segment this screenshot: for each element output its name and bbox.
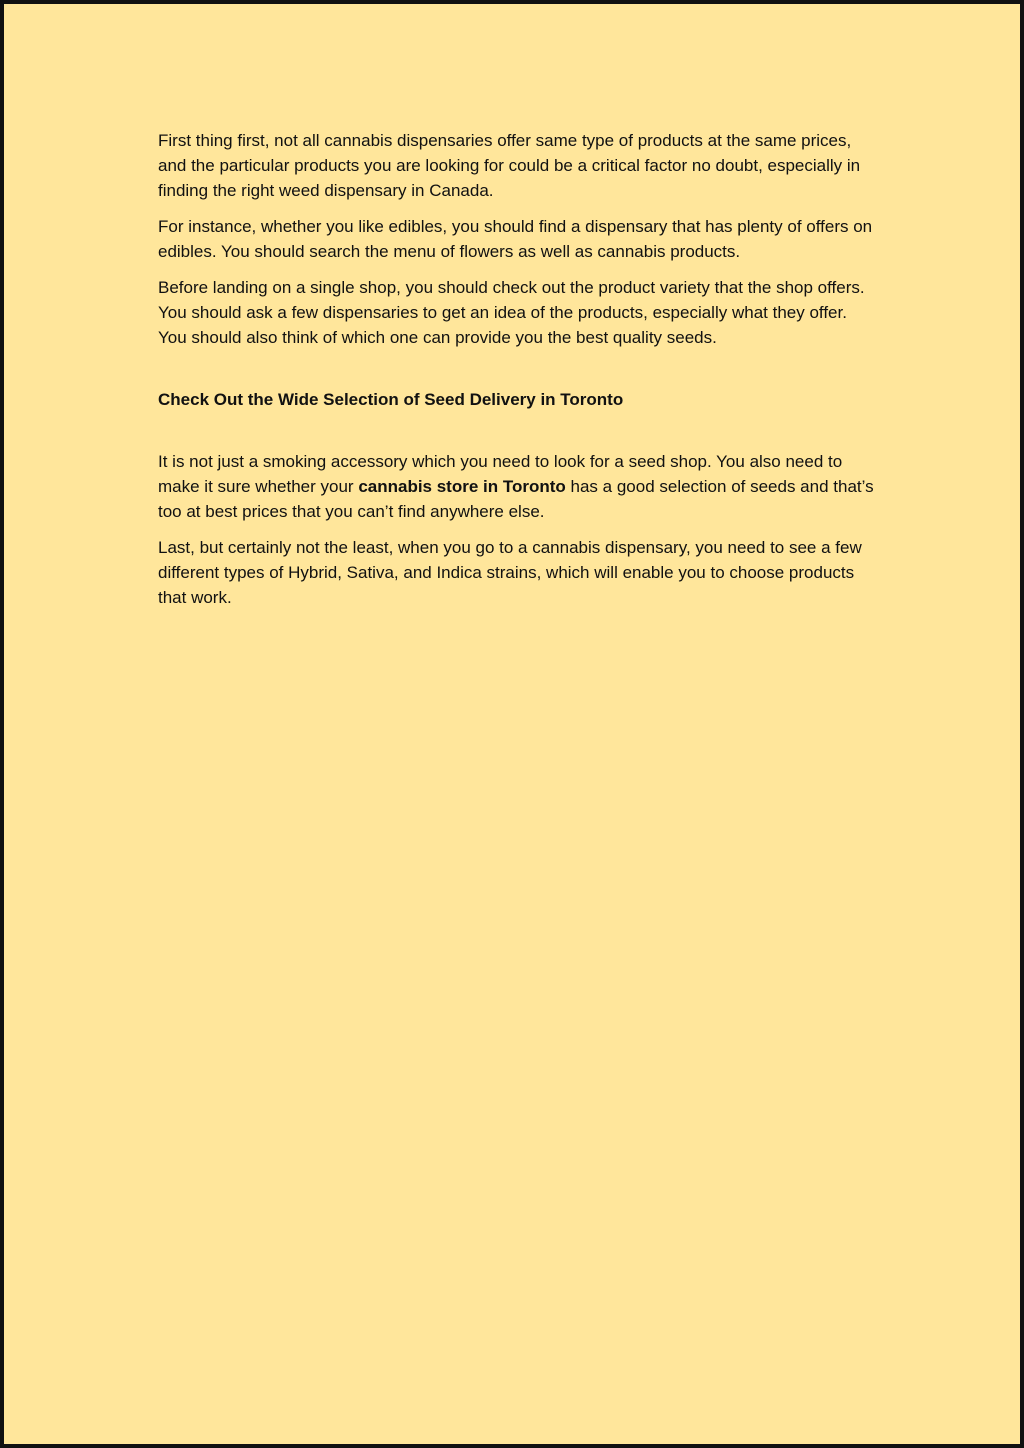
section-heading: Check Out the Wide Selection of Seed Delivery in Toronto [158,390,624,409]
paragraph-1: First thing first, not all cannabis dispensaries offer same type of products at the same prices, and the particular products you are looking for could be a critical factor no doubt, especially in finding the right weed dispensary in Canada. [158,131,861,200]
paragraph-2: For instance, whether you like edibles, you should find a dispensary that has plenty of offers on edibles. You should search the menu of flowers as well as cannabis products. [158,217,873,261]
paragraph-4 [158,449,878,524]
document-body [158,128,878,621]
paragraph-4-text-start: It is not just a smoking accessory which you need to look for a seed shop. You also need to make it sure whether your [158,452,843,496]
paragraph-4-text-end: has a good selection of seeds and that’s too at best prices that you can’t find anywhere else. [158,477,874,521]
paragraph-4-bold-phrase: cannabis store in Toronto [358,477,566,496]
paragraph-3: Before landing on a single shop, you should check out the product variety that the shop offers. You should ask a few dispensaries to get an idea of the products, especially what they offer. You should also think of which one can provide you the best quality seeds. [158,278,865,347]
paragraph-5: Last, but certainly not the least, when you go to a cannabis dispensary, you need to see a few different types of Hybrid, Sativa, and Indica strains, which will enable you to choose products that work. [158,538,862,607]
